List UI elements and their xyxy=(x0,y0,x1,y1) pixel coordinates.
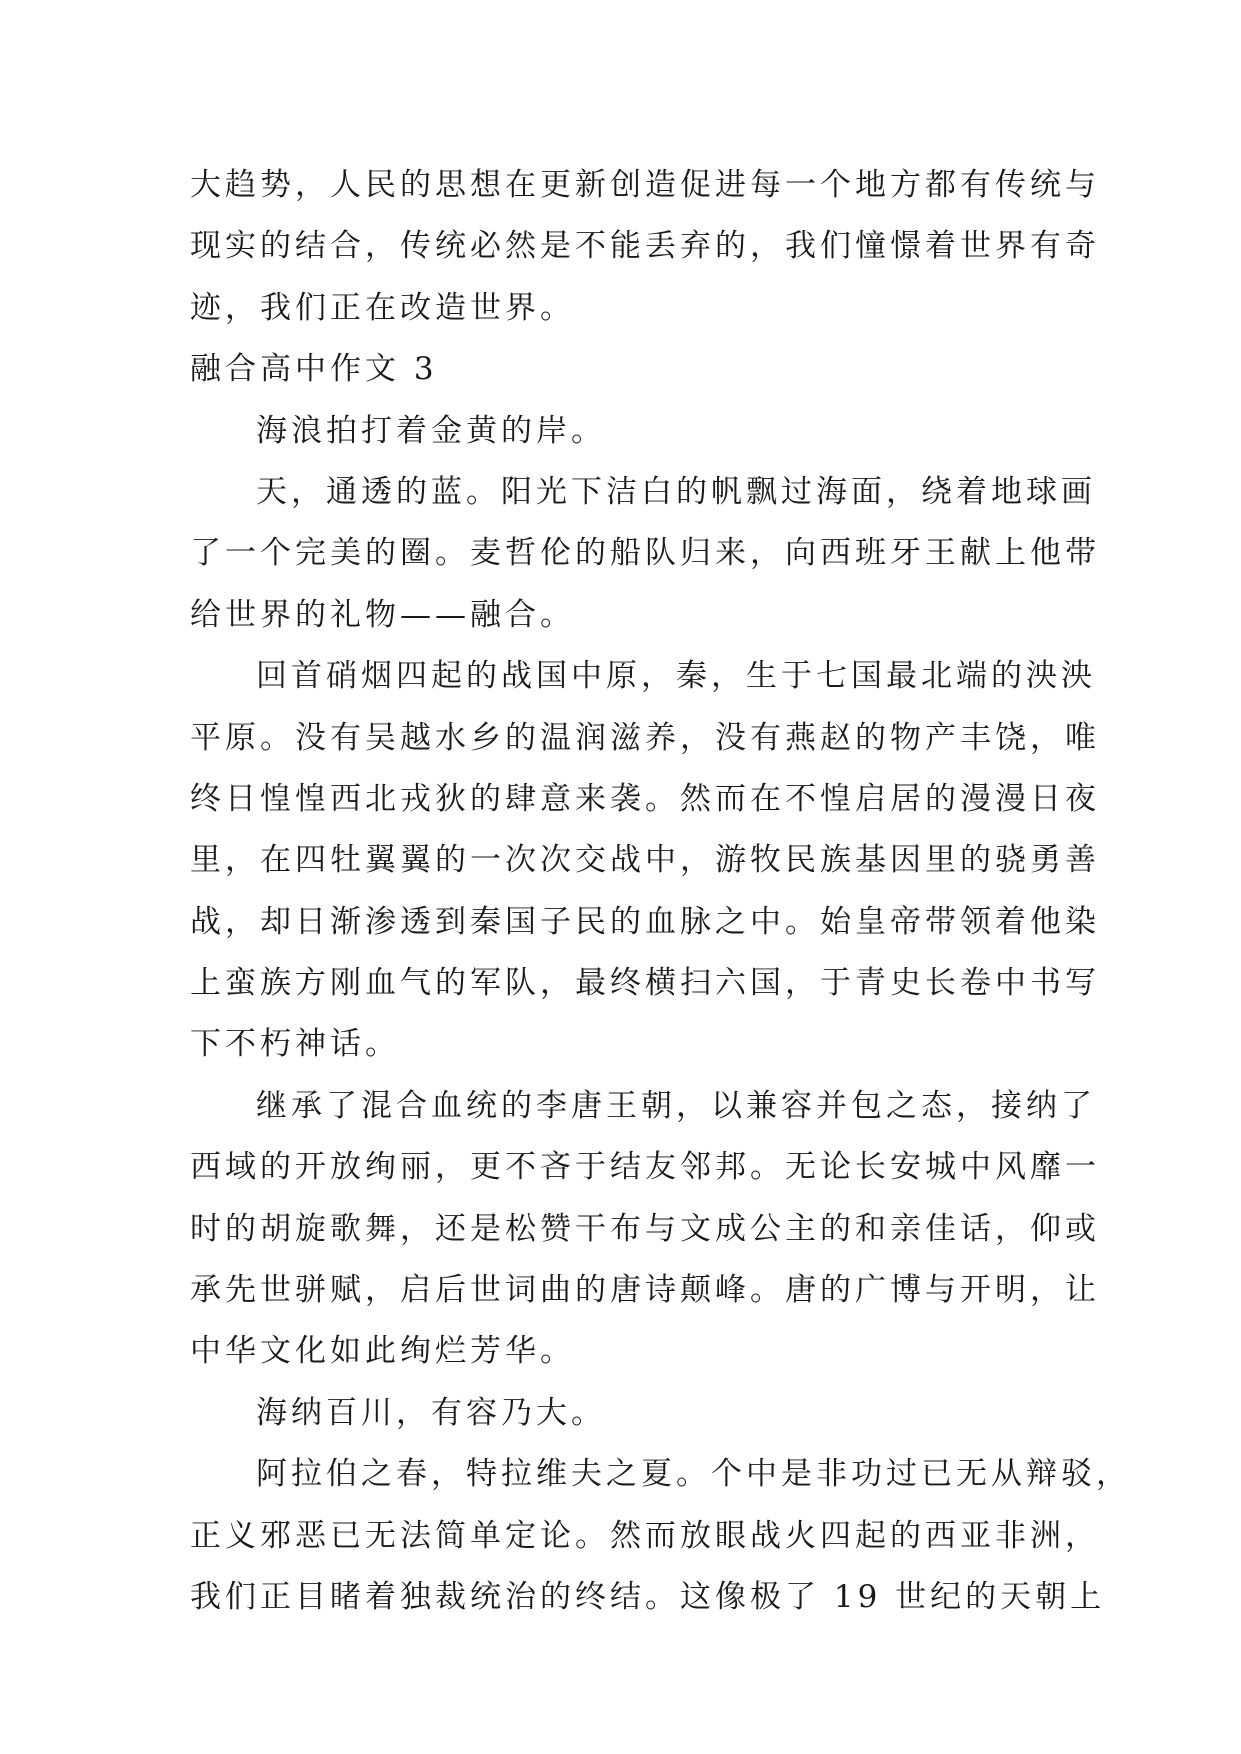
text-line: 西域的开放绚丽，更不吝于结友邻邦。无论长安城中风靡一 xyxy=(190,1149,1100,1186)
text-line: 海浪拍打着金黄的岸。 xyxy=(256,412,606,449)
text-line: 大趋势，人民的思想在更新创造促进每一个地方都有传统与 xyxy=(190,167,1100,203)
text-line: 迹，我们正在改造世界。 xyxy=(190,289,575,326)
text-line: 阿拉伯之春，特拉维夫之夏。个中是非功过已无从辩驳， xyxy=(256,1456,1131,1493)
text-line: 了一个完美的圈。麦哲伦的船队归来，向西班牙王献上他带 xyxy=(190,535,1100,572)
text-line: 正义邪恶已无法简单定论。然而放眼战火四起的西亚非洲， xyxy=(190,1517,1100,1554)
text-line: 继承了混合血统的李唐王朝，以兼容并包之态，接纳了 xyxy=(256,1087,1096,1124)
text-line: 现实的结合，传统必然是不能丢弃的，我们憧憬着世界有奇 xyxy=(190,228,1100,265)
text-line: 时的胡旋歌舞，还是松赞干布与文成公主的和亲佳话，仰或 xyxy=(190,1210,1100,1247)
text-line: 上蛮族方刚血气的军队，最终横扫六国，于青史长卷中书写 xyxy=(190,965,1100,1002)
text-line: 给世界的礼物——融合。 xyxy=(190,596,575,633)
text-line: 终日惶惶西北戎狄的肆意来袭。然而在不惶启居的漫漫日夜 xyxy=(190,780,1100,817)
text-line: 下不朽神话。 xyxy=(190,1026,400,1063)
text-line: 天，通透的蓝。阳光下洁白的帆飘过海面，绕着地球画 xyxy=(256,473,1096,510)
text-line: 海纳百川，有容乃大。 xyxy=(256,1394,606,1431)
text-line: 回首硝烟四起的战国中原，秦，生于七国最北端的泱泱 xyxy=(256,658,1096,695)
text-line: 战，却日渐渗透到秦国子民的血脉之中。始皇帝带领着他染 xyxy=(190,903,1100,940)
text-line: 平原。没有吴越水乡的温润滋养，没有燕赵的物产丰饶，唯 xyxy=(190,719,1100,756)
document-body xyxy=(190,155,1131,1628)
text-line: 我们正目睹着独裁统治的终结。这像极了 19 世纪的天朝上 xyxy=(190,1578,1106,1615)
text-line: 中华文化如此绚烂芳华。 xyxy=(190,1333,575,1370)
text-line: 承先世骈赋，启后世词曲的唐诗颠峰。唐的广博与开明，让 xyxy=(190,1272,1100,1309)
section-heading: 融合高中作文 3 xyxy=(190,351,438,388)
text-line: 里，在四牡翼翼的一次次交战中，游牧民族基因里的骁勇善 xyxy=(190,842,1100,879)
